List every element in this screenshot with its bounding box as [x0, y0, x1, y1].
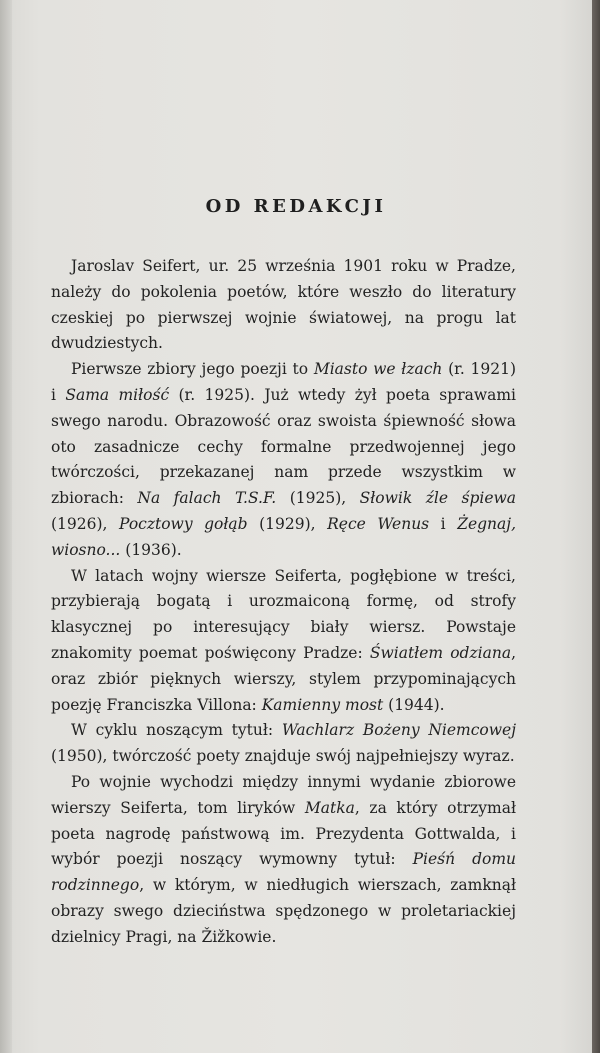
text-run: W cyklu noszącym tytuł:	[71, 721, 282, 740]
text-run: , za który otrzymał poeta nagrodę państwową im. Prezydenta Gottwalda, i wybór poezji noszący wymowny tytuł:	[51, 798, 517, 869]
book-title-text: Światłem odziana	[369, 643, 512, 662]
text-run: (1950), twórczość poety znajduje swój najpełniejszy wyraz.	[51, 747, 515, 766]
text-run: i	[429, 514, 458, 533]
book-title-text: Pieśń domu rodzinnego	[51, 850, 517, 895]
paragraph-5	[51, 770, 516, 951]
text-run: (1925),	[276, 489, 360, 508]
book-title-text: Wachlarz Bożeny Niemcowej	[281, 721, 516, 740]
text-run: Pierwsze zbiory jego poezji to	[71, 360, 314, 379]
text-run: W latach wojny wiersze Seiferta, pogłębione w treści, przybierają bogatą i urozmaiconą formę, od strofy klasycznej po interesujący biały wiersz. Powstaje znakomity poemat poświęcony Pradze:	[51, 566, 516, 662]
book-title-text: Kamienny most	[261, 695, 384, 714]
book-title-text: Miasto we łzach	[313, 360, 443, 379]
text-run: , oraz zbiór pięknych wierszy, stylem przypominających poezję Franciszka Villona:	[51, 643, 516, 714]
body-text	[51, 254, 516, 951]
book-title-text: Żegnaj, wiosno...	[51, 514, 517, 559]
page-spine-shadow	[0, 0, 12, 1053]
book-edge	[592, 0, 600, 1053]
text-run: (1926),	[51, 514, 120, 533]
section-heading: OD REDAKCJI	[205, 196, 387, 217]
text-run: Po wojnie wychodzi między innymi wydanie zbiorowe wierszy Seiferta, tom liryków	[51, 772, 516, 817]
text-run: (r. 1921) i	[51, 360, 517, 404]
paragraph-3	[51, 564, 516, 719]
paragraph-1	[51, 254, 516, 357]
text-run: (1936).	[120, 540, 182, 559]
text-run: Jaroslav Seifert, ur. 25 września 1901 roku w Pradze, należy do pokolenia poetów, które weszło do literatury czeskiej po pierwszej wojnie światowej, na progu lat dwudziestych.	[51, 257, 516, 353]
book-title-text: Sama miłość	[65, 385, 170, 404]
paragraph-4	[51, 718, 516, 770]
book-title-text: Matka	[304, 798, 355, 817]
book-title-text: Pocztowy gołąb	[119, 514, 248, 533]
text-run: , w którym, w niedługich wierszach, zamknął obrazy swego dzieciństwa spędzonego w proletariackiej dzielnicy Pragi, na Žižkowie.	[51, 876, 516, 946]
text-run: (1944).	[383, 695, 445, 714]
paragraph-2	[51, 357, 516, 563]
book-title-text: Ręce Wenus	[327, 514, 430, 533]
book-title-text: Słowik źle śpiewa	[359, 489, 517, 508]
text-run: (r. 1925). Już wtedy żył poeta sprawami swego narodu. Obrazowość oraz swoista śpiewność słowa oto zasadnicze cechy formalne przedwojennej jego twórczości, przekazanej nam przede wszystkim w zbiorach:	[51, 385, 517, 508]
text-run: (1929),	[247, 514, 328, 533]
book-title-text: Na falach T.S.F.	[137, 489, 277, 508]
